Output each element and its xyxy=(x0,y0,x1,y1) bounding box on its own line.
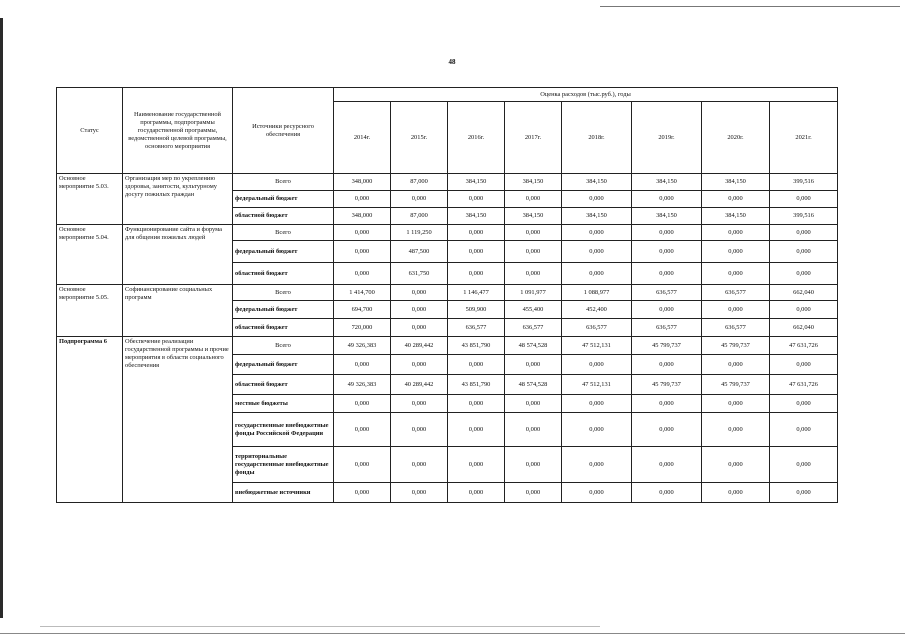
value-cell: 1 088,977 xyxy=(562,285,632,301)
value-cell: 509,900 xyxy=(448,301,505,319)
value-cell: 0,000 xyxy=(505,263,562,285)
value-cell: 40 289,442 xyxy=(391,337,448,355)
value-cell: 0,000 xyxy=(632,191,702,208)
value-cell: 662,040 xyxy=(770,285,838,301)
value-cell: 0,000 xyxy=(448,395,505,413)
value-cell: 0,000 xyxy=(770,241,838,263)
header-year: 2017г. xyxy=(505,102,562,174)
value-cell: 0,000 xyxy=(562,191,632,208)
value-cell: 1 091,977 xyxy=(505,285,562,301)
funding-source: Всего xyxy=(233,225,334,241)
value-cell: 399,516 xyxy=(770,208,838,225)
value-cell: 0,000 xyxy=(770,413,838,447)
value-cell: 0,000 xyxy=(334,355,391,375)
header-year: 2015г. xyxy=(391,102,448,174)
group-status: Основное мероприятие 5.04. xyxy=(57,225,123,285)
group-status: Основное мероприятие 5.05. xyxy=(57,285,123,337)
value-cell: 384,150 xyxy=(632,174,702,191)
value-cell: 0,000 xyxy=(562,447,632,483)
scan-line xyxy=(40,626,600,627)
value-cell: 0,000 xyxy=(505,241,562,263)
value-cell: 0,000 xyxy=(562,263,632,285)
value-cell: 47 512,131 xyxy=(562,337,632,355)
value-cell: 455,400 xyxy=(505,301,562,319)
value-cell: 47 512,131 xyxy=(562,375,632,395)
value-cell: 662,040 xyxy=(770,319,838,337)
value-cell: 384,150 xyxy=(702,208,770,225)
value-cell: 348,000 xyxy=(334,174,391,191)
value-cell: 384,150 xyxy=(448,174,505,191)
value-cell: 0,000 xyxy=(702,191,770,208)
funding-source: областной бюджет xyxy=(233,263,334,285)
value-cell: 45 799,737 xyxy=(632,337,702,355)
value-cell: 0,000 xyxy=(562,241,632,263)
funding-source: государственные внебюджетные фонды Российской Федерации xyxy=(233,413,334,447)
header-name: Наименование государственной программы, подпрограммы государственной программы, ведомственной целевой программы, основного мероприятия xyxy=(123,88,233,174)
value-cell: 384,150 xyxy=(632,208,702,225)
value-cell: 87,000 xyxy=(391,208,448,225)
value-cell: 0,000 xyxy=(562,225,632,241)
value-cell: 0,000 xyxy=(448,191,505,208)
value-cell: 399,516 xyxy=(770,174,838,191)
value-cell: 0,000 xyxy=(448,447,505,483)
value-cell: 0,000 xyxy=(448,241,505,263)
funding-source: местные бюджеты xyxy=(233,395,334,413)
value-cell: 87,000 xyxy=(391,174,448,191)
value-cell: 0,000 xyxy=(702,301,770,319)
header-year: 2018г. xyxy=(562,102,632,174)
header-estimate: Оценка расходов (тыс.руб.), годы xyxy=(334,88,838,102)
value-cell: 0,000 xyxy=(770,395,838,413)
value-cell: 0,000 xyxy=(391,447,448,483)
value-cell: 694,700 xyxy=(334,301,391,319)
value-cell: 0,000 xyxy=(702,483,770,503)
value-cell: 384,150 xyxy=(702,174,770,191)
value-cell: 0,000 xyxy=(702,355,770,375)
value-cell: 0,000 xyxy=(770,355,838,375)
value-cell: 0,000 xyxy=(391,395,448,413)
value-cell: 0,000 xyxy=(334,395,391,413)
value-cell: 1 146,477 xyxy=(448,285,505,301)
funding-source: областной бюджет xyxy=(233,319,334,337)
value-cell: 384,150 xyxy=(505,208,562,225)
value-cell: 0,000 xyxy=(632,483,702,503)
value-cell: 0,000 xyxy=(334,241,391,263)
funding-source: территориальные государственные внебюджетные фонды xyxy=(233,447,334,483)
table-row xyxy=(57,285,838,301)
header-year: 2020г. xyxy=(702,102,770,174)
value-cell: 0,000 xyxy=(632,225,702,241)
expenditure-table xyxy=(56,87,838,503)
funding-source: Всего xyxy=(233,174,334,191)
value-cell: 49 326,383 xyxy=(334,337,391,355)
value-cell: 0,000 xyxy=(505,355,562,375)
scan-line xyxy=(0,633,905,634)
value-cell: 0,000 xyxy=(391,319,448,337)
value-cell: 0,000 xyxy=(334,191,391,208)
value-cell: 0,000 xyxy=(391,301,448,319)
value-cell: 0,000 xyxy=(770,483,838,503)
page-number: 48 xyxy=(448,58,456,66)
funding-source: федеральный бюджет xyxy=(233,355,334,375)
value-cell: 0,000 xyxy=(505,225,562,241)
value-cell: 0,000 xyxy=(702,395,770,413)
header-year: 2021г. xyxy=(770,102,838,174)
funding-source: Всего xyxy=(233,337,334,355)
funding-source: областной бюджет xyxy=(233,375,334,395)
value-cell: 0,000 xyxy=(334,483,391,503)
value-cell: 0,000 xyxy=(334,447,391,483)
group-name: Функционирование сайта и форума для общения пожилых людей xyxy=(123,225,233,285)
value-cell: 0,000 xyxy=(632,263,702,285)
value-cell: 384,150 xyxy=(562,174,632,191)
value-cell: 0,000 xyxy=(505,395,562,413)
value-cell: 45 799,737 xyxy=(702,375,770,395)
value-cell: 636,577 xyxy=(702,285,770,301)
funding-source: федеральный бюджет xyxy=(233,191,334,208)
value-cell: 348,000 xyxy=(334,208,391,225)
funding-source: внебюджетные источники xyxy=(233,483,334,503)
value-cell: 384,150 xyxy=(448,208,505,225)
value-cell: 631,750 xyxy=(391,263,448,285)
table-row xyxy=(57,225,838,241)
header-status: Статус xyxy=(57,88,123,174)
value-cell: 0,000 xyxy=(770,191,838,208)
value-cell: 0,000 xyxy=(562,395,632,413)
value-cell: 45 799,737 xyxy=(632,375,702,395)
value-cell: 47 631,726 xyxy=(770,337,838,355)
value-cell: 0,000 xyxy=(770,225,838,241)
header-source: Источники ресурсного обеспечения xyxy=(233,88,334,174)
value-cell: 0,000 xyxy=(632,447,702,483)
value-cell: 0,000 xyxy=(562,413,632,447)
value-cell: 636,577 xyxy=(505,319,562,337)
value-cell: 0,000 xyxy=(391,413,448,447)
value-cell: 43 851,790 xyxy=(448,375,505,395)
value-cell: 636,577 xyxy=(632,285,702,301)
header-year: 2014г. xyxy=(334,102,391,174)
value-cell: 0,000 xyxy=(632,355,702,375)
value-cell: 636,577 xyxy=(702,319,770,337)
funding-source: областной бюджет xyxy=(233,208,334,225)
value-cell: 48 574,528 xyxy=(505,375,562,395)
value-cell: 0,000 xyxy=(632,301,702,319)
value-cell: 0,000 xyxy=(448,413,505,447)
value-cell: 487,500 xyxy=(391,241,448,263)
value-cell: 384,150 xyxy=(562,208,632,225)
value-cell: 0,000 xyxy=(702,263,770,285)
value-cell: 0,000 xyxy=(770,447,838,483)
value-cell: 0,000 xyxy=(505,447,562,483)
value-cell: 0,000 xyxy=(632,241,702,263)
group-name: Организация мер по укреплению здоровья, занятости, культурному досугу пожилых граждан xyxy=(123,174,233,225)
value-cell: 0,000 xyxy=(334,225,391,241)
value-cell: 1 414,700 xyxy=(334,285,391,301)
value-cell: 0,000 xyxy=(391,355,448,375)
value-cell: 0,000 xyxy=(702,447,770,483)
value-cell: 0,000 xyxy=(391,285,448,301)
funding-source: Всего xyxy=(233,285,334,301)
group-status: Основное мероприятие 5.03. xyxy=(57,174,123,225)
value-cell: 48 574,528 xyxy=(505,337,562,355)
value-cell: 0,000 xyxy=(562,355,632,375)
value-cell: 452,400 xyxy=(562,301,632,319)
value-cell: 636,577 xyxy=(448,319,505,337)
value-cell: 0,000 xyxy=(702,413,770,447)
header-year: 2019г. xyxy=(632,102,702,174)
value-cell: 0,000 xyxy=(334,263,391,285)
scan-line xyxy=(600,6,900,7)
table-row xyxy=(57,337,838,355)
value-cell: 384,150 xyxy=(505,174,562,191)
group-name: Софинансирование социальных программ xyxy=(123,285,233,337)
value-cell: 0,000 xyxy=(632,395,702,413)
value-cell: 0,000 xyxy=(391,191,448,208)
value-cell: 0,000 xyxy=(505,191,562,208)
value-cell: 0,000 xyxy=(334,413,391,447)
value-cell: 0,000 xyxy=(505,413,562,447)
value-cell: 43 851,790 xyxy=(448,337,505,355)
value-cell: 0,000 xyxy=(632,413,702,447)
header-year: 2016г. xyxy=(448,102,505,174)
value-cell: 0,000 xyxy=(702,225,770,241)
value-cell: 0,000 xyxy=(702,241,770,263)
value-cell: 0,000 xyxy=(448,483,505,503)
scan-edge xyxy=(0,18,3,618)
value-cell: 0,000 xyxy=(448,263,505,285)
value-cell: 47 631,726 xyxy=(770,375,838,395)
value-cell: 0,000 xyxy=(770,301,838,319)
group-status: Подпрограмма 6 xyxy=(57,337,123,503)
value-cell: 0,000 xyxy=(562,483,632,503)
value-cell: 0,000 xyxy=(505,483,562,503)
value-cell: 49 326,383 xyxy=(334,375,391,395)
value-cell: 40 289,442 xyxy=(391,375,448,395)
funding-source: федеральный бюджет xyxy=(233,241,334,263)
value-cell: 720,000 xyxy=(334,319,391,337)
value-cell: 1 119,250 xyxy=(391,225,448,241)
group-name: Обеспечение реализации государственной программы и прочие мероприятия в области социального обеспечения xyxy=(123,337,233,503)
value-cell: 0,000 xyxy=(770,263,838,285)
value-cell: 45 799,737 xyxy=(702,337,770,355)
value-cell: 0,000 xyxy=(391,483,448,503)
value-cell: 636,577 xyxy=(562,319,632,337)
value-cell: 636,577 xyxy=(632,319,702,337)
value-cell: 0,000 xyxy=(448,355,505,375)
table-row xyxy=(57,174,838,191)
funding-source: федеральный бюджет xyxy=(233,301,334,319)
value-cell: 0,000 xyxy=(448,225,505,241)
